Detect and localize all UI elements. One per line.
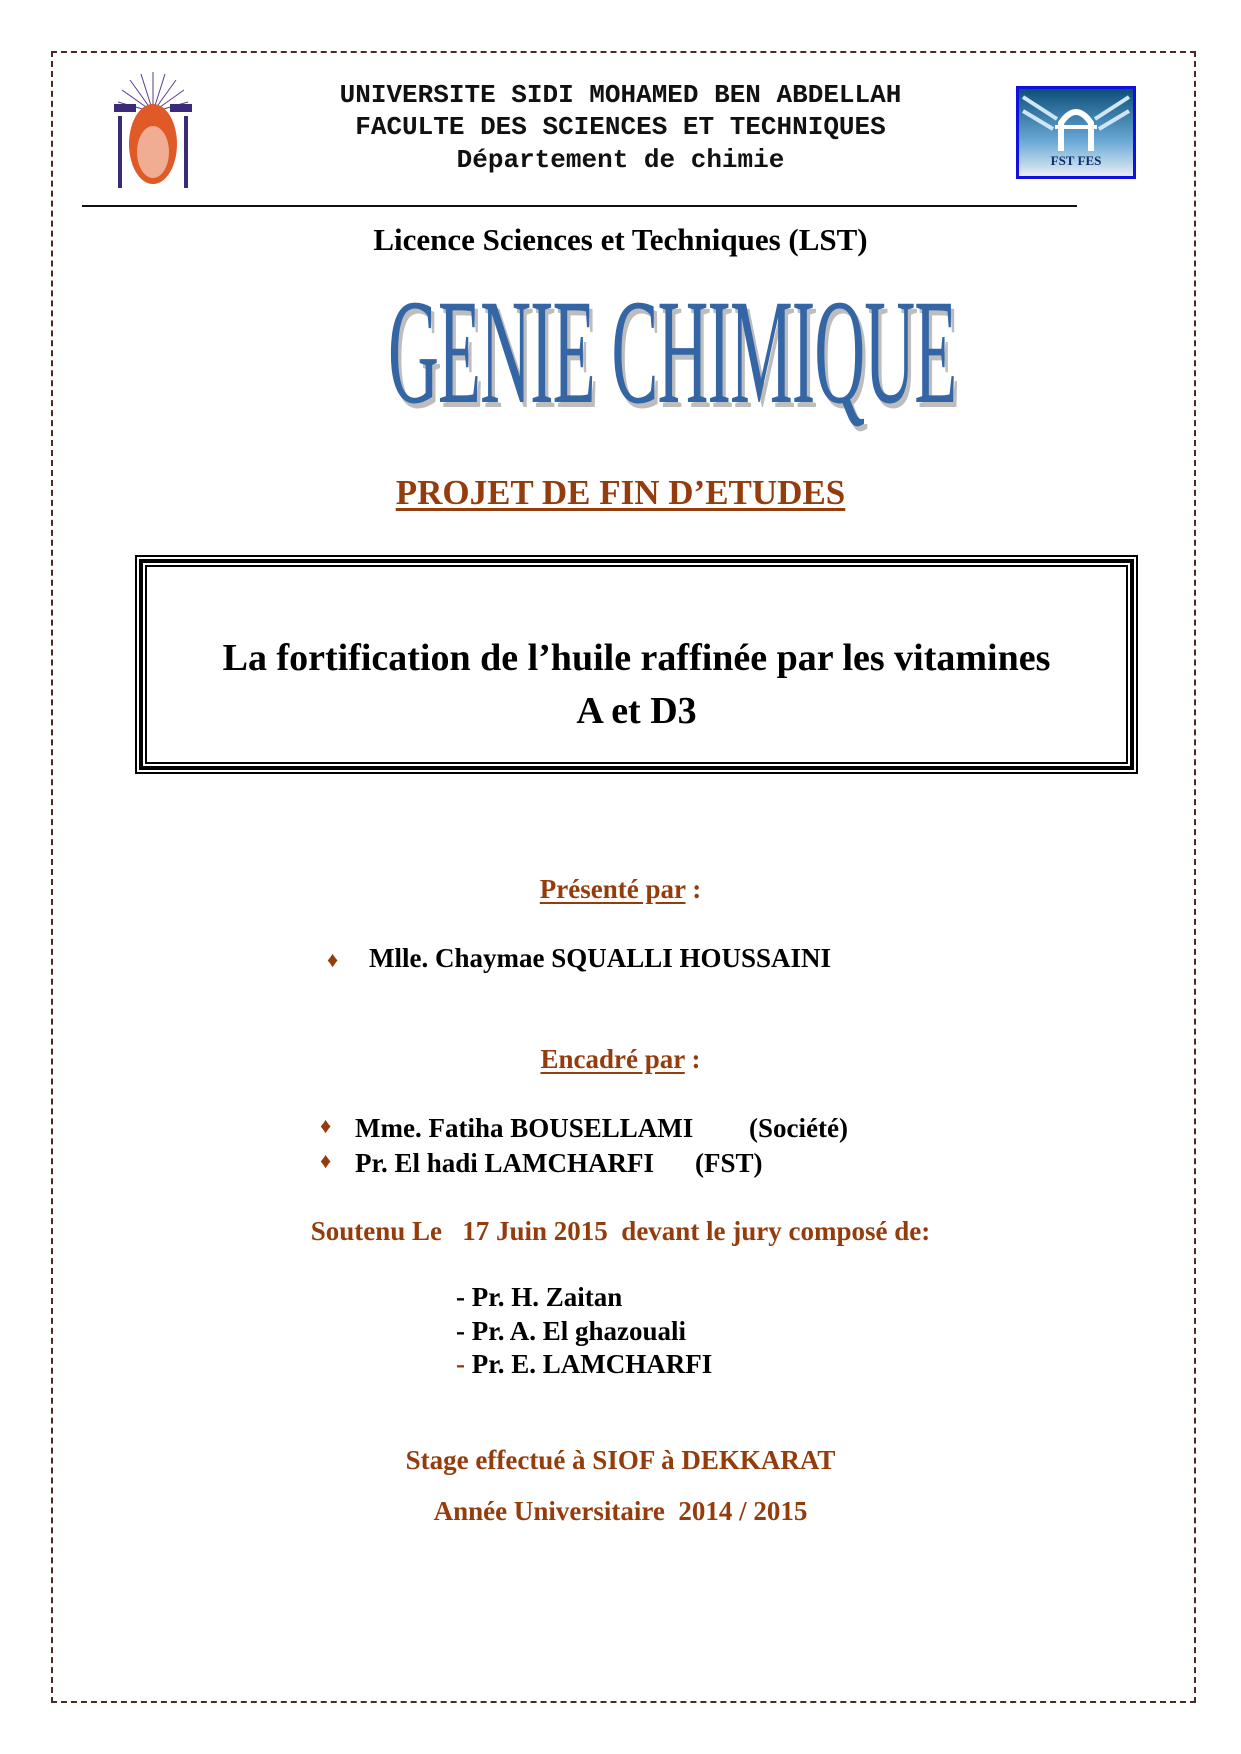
supervisor-affiliation: (FST) (695, 1148, 763, 1178)
supervisor-name: Pr. El hadi LAMCHARFI (355, 1148, 655, 1178)
jury-item (456, 1316, 686, 1347)
fst-fes-logo (1016, 86, 1136, 179)
student-name: Mlle. Chaymae SQUALLI HOUSSAINI (369, 943, 832, 973)
student-item (327, 943, 338, 974)
jury-item (456, 1349, 712, 1380)
jury-member: Pr. H. Zaitan (471, 1282, 623, 1312)
jury-member: Pr. E. LAMCHARFI (471, 1349, 713, 1379)
dash: - (456, 1349, 465, 1379)
thesis-title-line2: A et D3 (576, 690, 697, 732)
university-name: UNIVERSITE SIDI MOHAMED BEN ABDELLAH (339, 80, 902, 110)
academic-year: Année Universitaire 2014 / 2015 (433, 1496, 808, 1526)
diamond-bullet-icon: ♦ (320, 1113, 332, 1138)
supervised-by-label (0, 1044, 1241, 1075)
supervisor-name: Mme. Fatiha BOUSELLAMI (355, 1113, 694, 1143)
faculty-name: FACULTE DES SCIENCES ET TECHNIQUES (355, 112, 886, 142)
logo-text: FST FES (1050, 153, 1102, 168)
thesis-title-box (135, 555, 1138, 774)
defense-info: Soutenu Le 17 Juin 2015 devant le jury composé de: (310, 1216, 931, 1246)
dash: - (456, 1316, 465, 1346)
specialty-title (388, 269, 957, 435)
colon: : (685, 874, 702, 904)
project-label (0, 473, 1241, 513)
jury-member: Pr. A. El ghazouali (471, 1316, 687, 1346)
header-divider (82, 205, 1077, 207)
presented-by-label (0, 874, 1241, 905)
department-name: Département de chimie (456, 145, 785, 175)
colon: : (684, 1044, 701, 1074)
project-label-text: PROJET DE FIN D’ETUDES (395, 473, 846, 512)
supervised-by-text: Encadré par (540, 1044, 685, 1074)
diamond-bullet-icon: ♦ (327, 947, 339, 972)
program-name: Licence Sciences et Techniques (LST) (373, 222, 868, 257)
thesis-title-line1: La fortification de l’huile raffinée par les vitamines (222, 637, 1051, 679)
internship-info: Stage effectué à SIOF à DEKKARAT (405, 1445, 836, 1475)
jury-item (456, 1282, 622, 1313)
presented-by-text: Présenté par (539, 874, 686, 904)
specialty-text: GENIE CHIMIQUE (388, 269, 957, 435)
supervisor-affiliation: (Société) (749, 1113, 848, 1143)
diamond-bullet-icon: ♦ (320, 1148, 332, 1173)
dash: - (456, 1282, 465, 1312)
